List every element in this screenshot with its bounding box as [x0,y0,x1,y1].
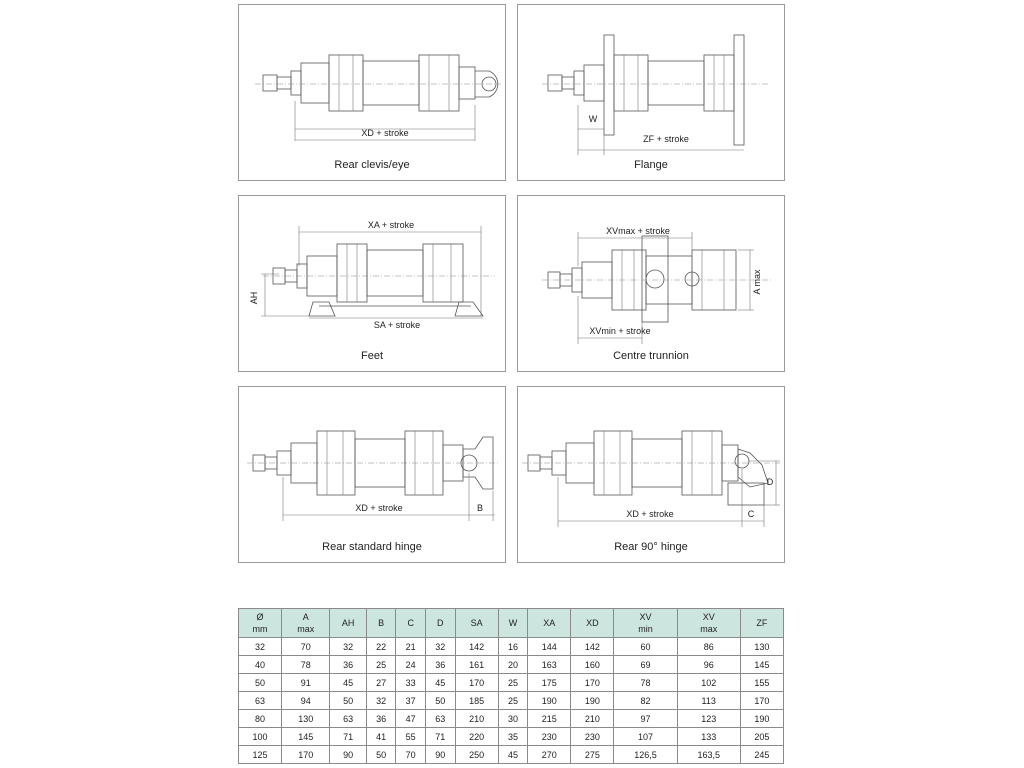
dim-c: C [747,509,755,519]
col-header: Ø mm [239,609,282,638]
dim-ah: AH [249,291,259,305]
panel-rear-standard-hinge [238,386,506,563]
table-row: 32 70 32 22 21 32 142 16 144 142 60 86 130 [239,638,784,656]
col-header: C [396,609,426,638]
caption-flange: Flange [634,159,668,171]
col-header: SA [455,609,498,638]
panel-rear-90-hinge [517,386,785,563]
dim-xvmin-stroke: XVmin + stroke [589,326,651,336]
centre-trunnion-drawing [518,196,786,373]
panel-feet [238,195,506,372]
dim-xd-stroke: XD + stroke [361,128,409,138]
dim-b: B [476,503,484,513]
rear-standard-hinge-drawing [239,387,507,564]
col-header: XD [571,609,614,638]
col-header: W [498,609,528,638]
dim-xd-stroke-90: XD + stroke [626,509,674,519]
col-header: XV min [614,609,677,638]
flange-drawing [518,5,786,182]
col-header: D [425,609,455,638]
dim-w: W [588,114,598,124]
panel-centre-trunnion [517,195,785,372]
col-header: ZF [740,609,783,638]
col-header: XV max [677,609,740,638]
table-row: 125 170 90 50 70 90 250 45 270 275 126,5 163,5 245 [239,746,784,764]
rear-clevis-drawing [239,5,507,182]
col-header: AH [330,609,366,638]
table-row: 50 91 45 27 33 45 170 25 175 170 78 102 155 [239,674,784,692]
caption-rear-clevis: Rear clevis/eye [334,159,410,171]
table-header-row [239,609,784,638]
table-row: 63 94 50 32 37 50 185 25 190 190 82 113 170 [239,692,784,710]
dim-xa-stroke: XA + stroke [367,220,415,230]
caption-feet: Feet [360,350,383,362]
col-header: XA [528,609,571,638]
panel-flange [517,4,785,181]
dim-sa-stroke: SA + stroke [373,320,421,330]
table-row: 40 78 36 25 24 36 161 20 163 160 69 96 145 [239,656,784,674]
col-header: B [366,609,396,638]
dim-xd-stroke-hinge: XD + stroke [355,503,403,513]
caption-rear-standard-hinge: Rear standard hinge [322,541,422,553]
panel-rear-clevis [238,4,506,181]
table-row: 100 145 71 41 55 71 220 35 230 230 107 133 205 [239,728,784,746]
dim-a-max: A max [752,269,762,295]
dim-xvmax-stroke: XVmax + stroke [606,226,670,236]
caption-rear-90-hinge: Rear 90° hinge [614,541,688,553]
feet-drawing [239,196,507,373]
dim-zf-stroke: ZF + stroke [643,134,689,144]
col-header: A max [282,609,330,638]
dimensions-table [238,608,784,764]
caption-centre-trunnion: Centre trunnion [613,350,689,362]
dim-d: D [766,477,774,487]
rear-90-hinge-drawing [518,387,786,564]
table-row: 80 130 63 36 47 63 210 30 215 210 97 123 190 [239,710,784,728]
